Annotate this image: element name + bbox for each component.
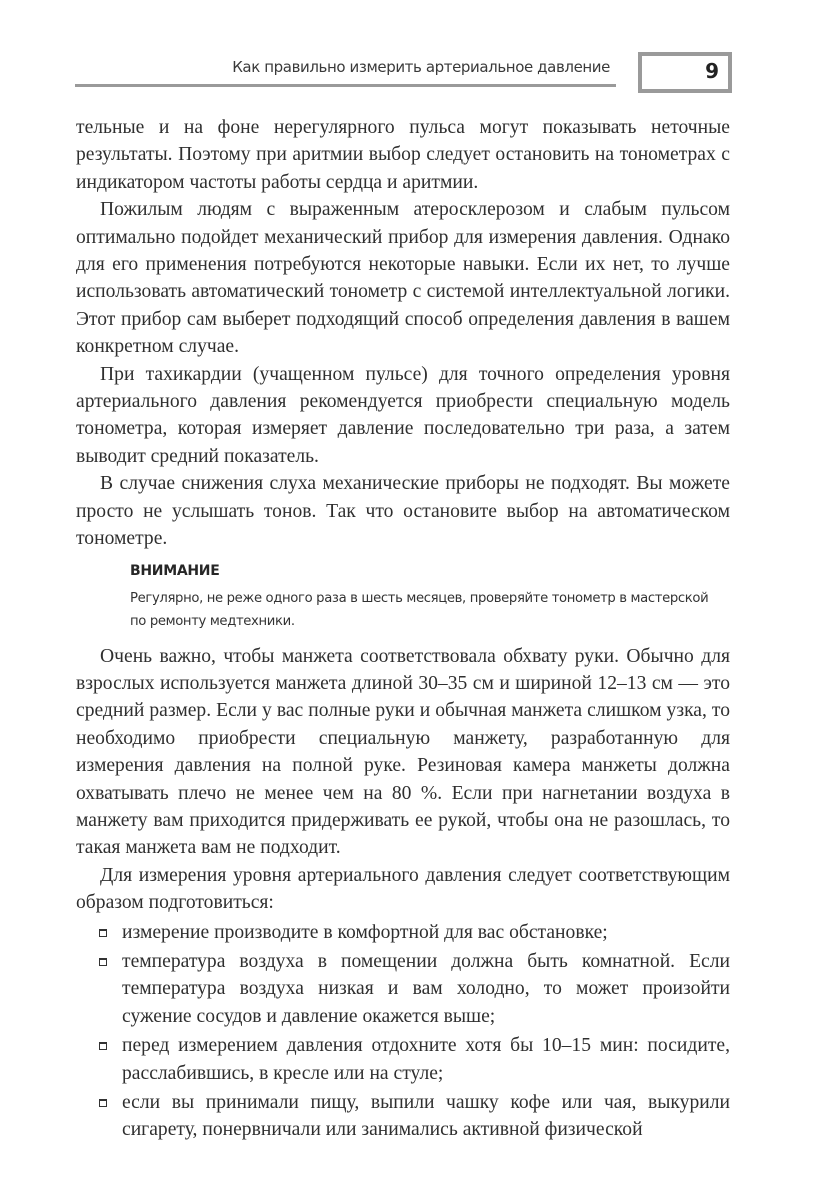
paragraph: Для измерения уровня артериального давления следует соответствующим образом подготовиться: [76, 864, 730, 914]
preparation-list [76, 919, 730, 1144]
page-number: 9 [705, 59, 719, 83]
list-item [76, 919, 730, 946]
paragraph: При тахикардии (учащенном пульсе) для точного определения уровня артериального давления рекомендуется приобрести специальную модель тонометра, которая измеряет давление последовательно три раза, а затем выводит средний показатель. [76, 363, 730, 467]
list-item-text: перед измерением давления отдохните хотя бы 10–15 мин: посидите, расслабившись, в кресле или на стуле; [122, 1035, 730, 1084]
list-item [76, 1032, 730, 1087]
running-title: Как правильно измерить артериальное давление [232, 58, 610, 76]
hollow-square-bullet-icon [99, 958, 107, 966]
hollow-square-bullet-icon [99, 1099, 107, 1107]
attention-notice [130, 561, 730, 633]
list-item [76, 948, 730, 1030]
paragraph: В случае снижения слуха механические приборы не подходят. Вы можете просто не услышать тонов. Так что остановите выбор на автоматическом тонометре. [76, 473, 730, 550]
paragraph: тельные и на фоне нерегулярного пульса могут показывать неточные результаты. Поэтому при аритмии выбор следует остановить на тонометрах с индикатором частоты работы сердца и аритмии. [76, 117, 730, 193]
hollow-square-bullet-icon [99, 1042, 107, 1050]
list-item-text: измерение производите в комфортной для вас обстановке; [122, 921, 608, 943]
list-item-text: если вы принимали пищу, выпили чашку кофе или чая, выкурили сигарету, понервничали или занимались активной физической [122, 1092, 730, 1141]
notice-title: ВНИМАНИЕ [130, 562, 220, 579]
paragraph: Пожилым людям с выраженным атеросклерозом и слабым пульсом оптимально подойдет механический прибор для измерения давления. Однако для его применения потребуются некоторые навыки. Если их нет, то лучше использовать автоматический тонометр с системой интеллектуальной логики. Этот прибор сам выберет подходящий способ определения давления в вашем конкретном случае. [76, 199, 730, 358]
running-header [75, 52, 730, 96]
list-item [76, 1089, 730, 1144]
header-rule [75, 84, 616, 87]
page-body [76, 114, 730, 1146]
paragraph: Очень важно, чтобы манжета соответствовала обхвату руки. Обычно для взрослых используется манжета длиной 30–35 см и шириной 12–13 см — это средний размер. Если у вас полные руки и обычная манжета слишком узка, то необходимо приобрести специальную манжету, разработанную для измерения давления на полной руке. Резиновая камера манжеты должна охватывать плечо не менее чем на 80 %. Если при нагнетании воздуха в манжету вам приходится придерживать ее рукой, чтобы она не разошлась, то такая манжета вам не подходит. [76, 645, 730, 859]
hollow-square-bullet-icon [99, 929, 107, 937]
list-item-text: температура воздуха в помещении должна быть комнатной. Если температура воздуха низкая и вам холодно, то может произойти сужение сосудов и давление окажется выше; [122, 950, 730, 1027]
notice-body: Регулярно, не реже одного раза в шесть месяцев, проверяйте тонометр в мастерской по ремонту медтехники. [130, 590, 709, 629]
page-number-box [638, 52, 732, 93]
